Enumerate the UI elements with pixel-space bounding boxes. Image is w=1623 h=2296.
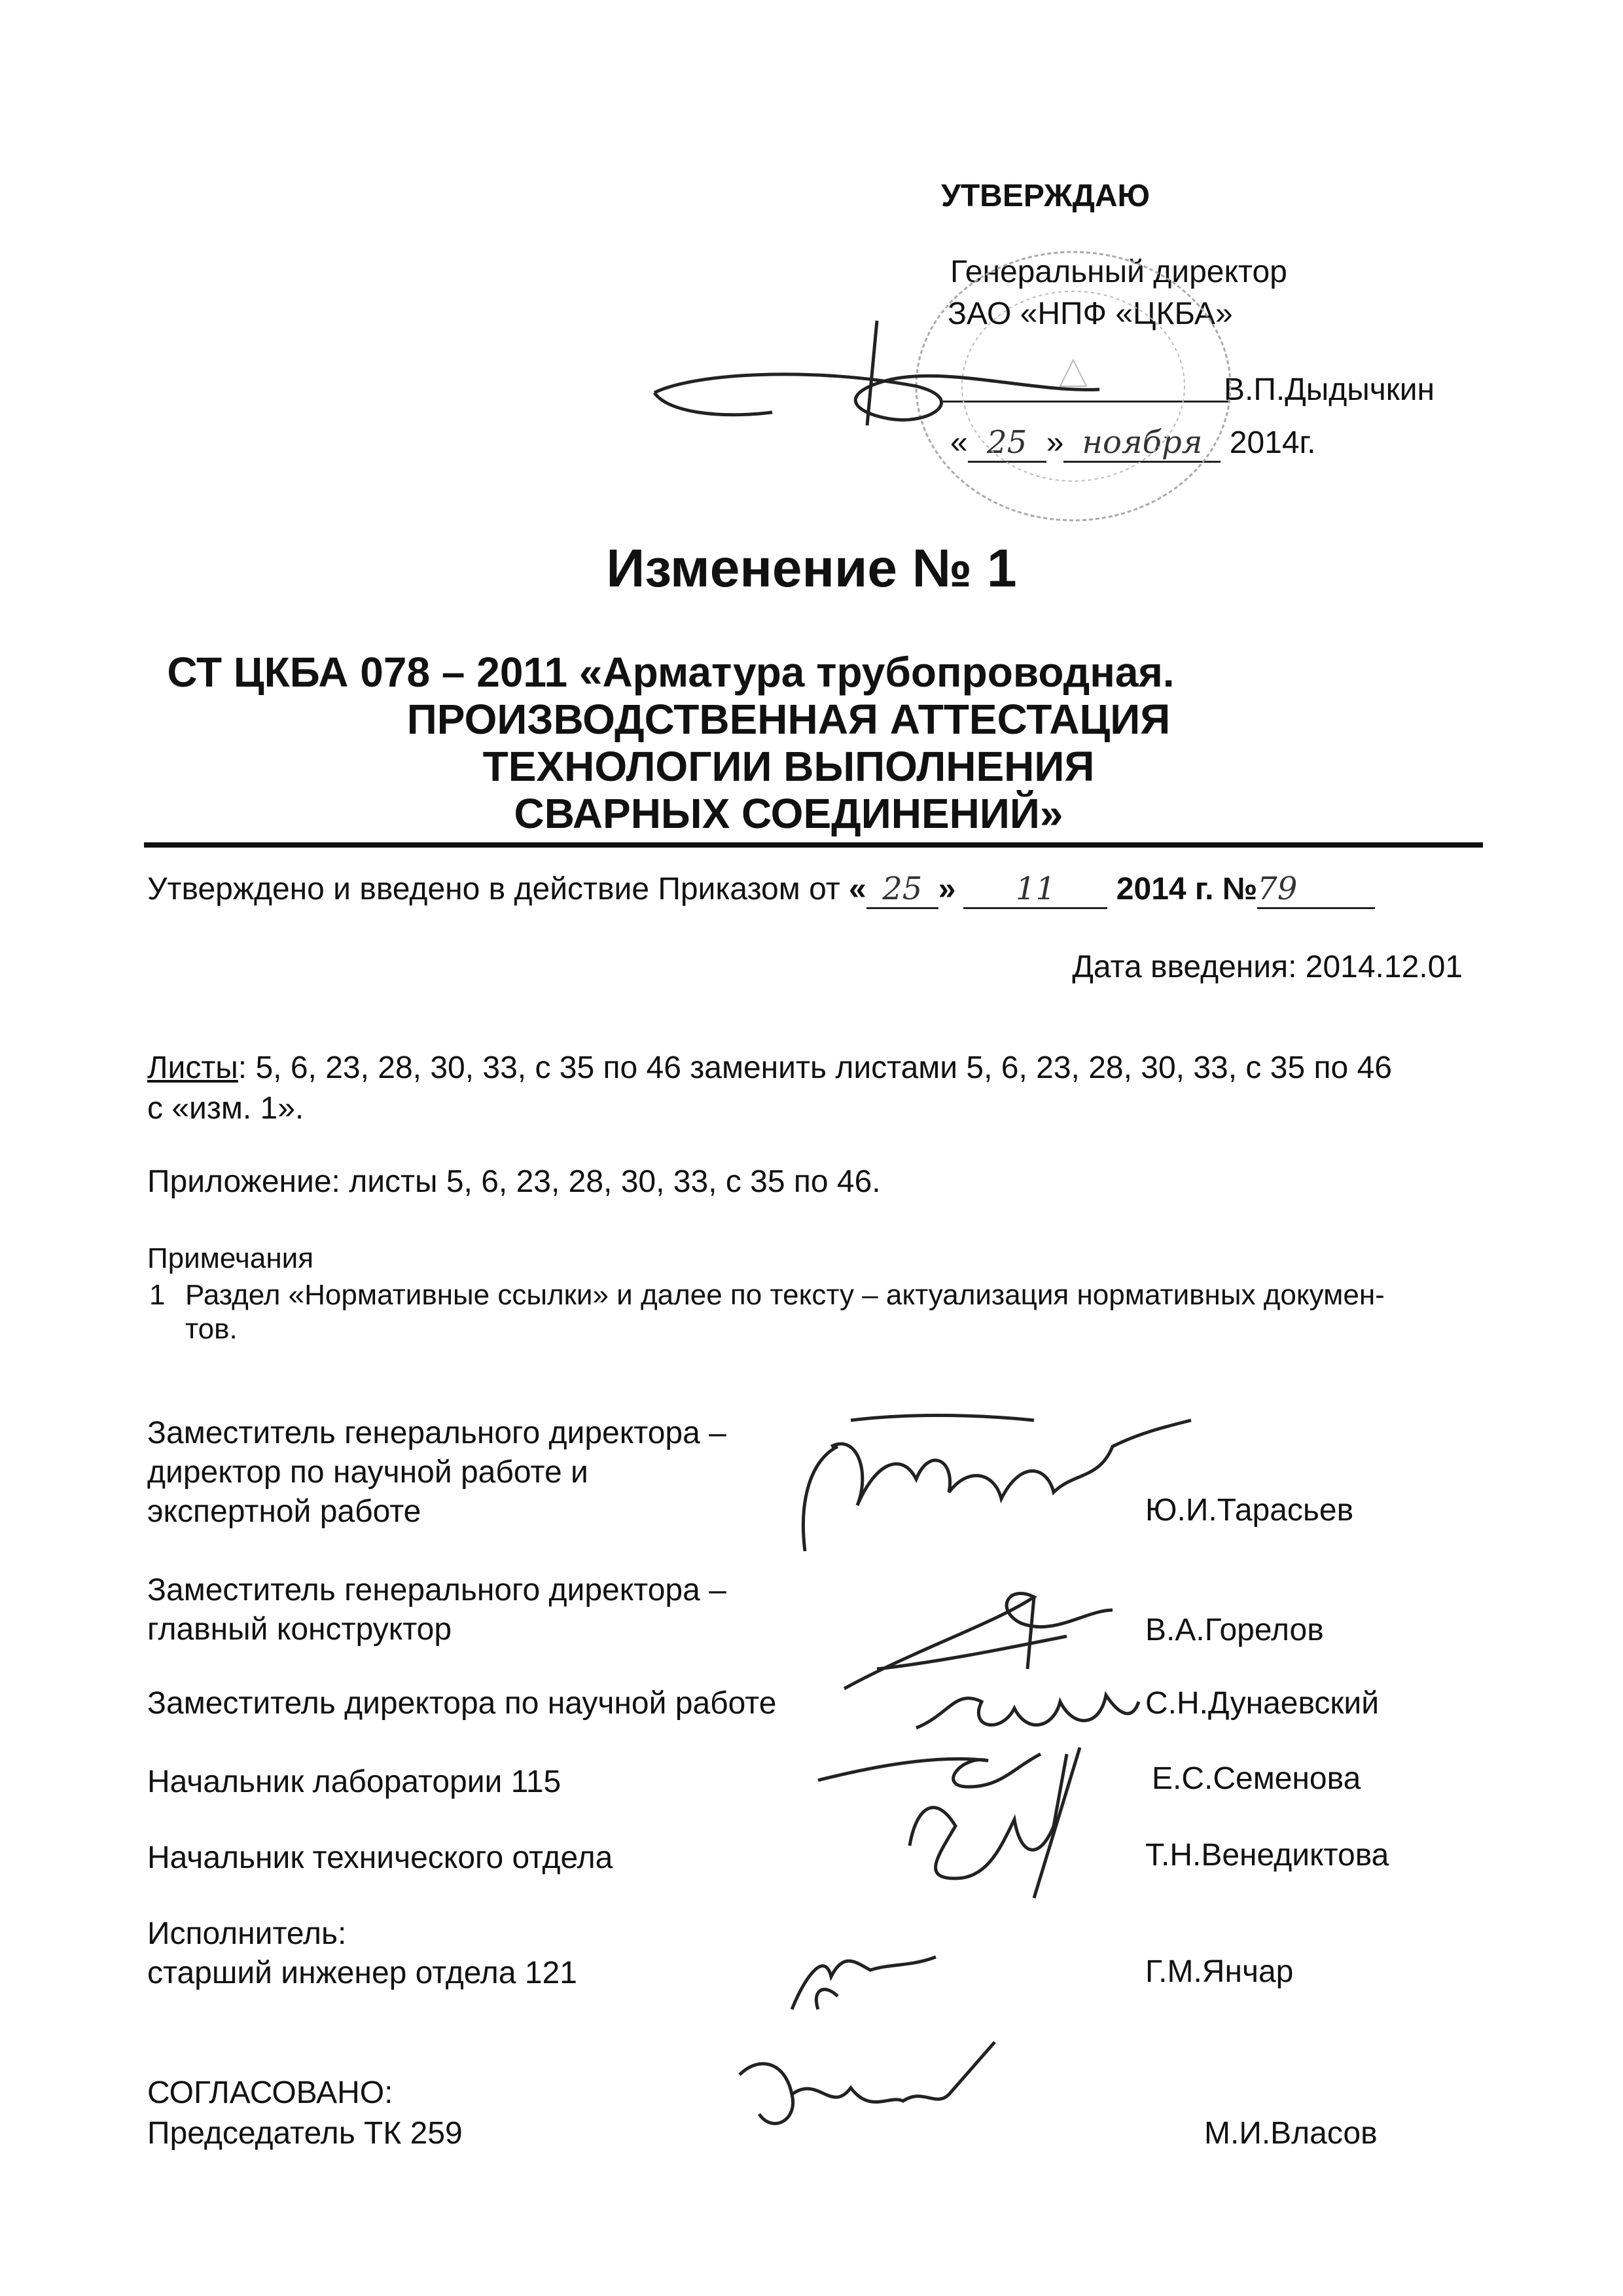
order-year: 2014 г. № [1116, 872, 1258, 906]
signatory-1-position [147, 1414, 726, 1532]
approval-date-month: ноября [1063, 424, 1221, 463]
signatory-2-position [147, 1571, 726, 1649]
notes-heading: Примечания [147, 1242, 314, 1274]
signatory-3-name: С.Н.Дунаевский [1145, 1686, 1380, 1721]
signature-tarasyev [772, 1407, 1191, 1577]
order-day: 25 [866, 870, 938, 909]
signatory-1-line: Заместитель генерального директора – [147, 1416, 726, 1450]
note-text-line2: тов. [185, 1313, 238, 1345]
order-prefix: Утверждено и введено в действие Приказом от [147, 872, 840, 906]
note-number: 1 [149, 1279, 166, 1311]
signatory-5-position: Начальник технического отдела [147, 1840, 613, 1875]
order-line [147, 870, 1375, 909]
standard-line2: ПРОИЗВОДСТВЕННАЯ АТТЕСТАЦИЯ [406, 696, 1171, 743]
signatory-6-line: Исполнитель: [147, 1916, 347, 1951]
signatory-5-name: Т.Н.Венедиктова [1145, 1838, 1389, 1873]
order-month: 11 [963, 870, 1107, 909]
signatory-6-line: старший инженер отдела 121 [147, 1956, 577, 1990]
signatory-2-name: В.А.Горелов [1145, 1613, 1324, 1647]
signatory-1-name: Ю.И.Тарасьев [1145, 1493, 1354, 1528]
signatory-6-position [147, 1914, 577, 1993]
signature-semenova-venediktova [805, 1728, 1119, 1924]
approval-heading: УТВЕРЖДАЮ [941, 179, 1150, 213]
standard-line4: СВАРНЫХ СОЕДИНЕНИЙ» [514, 790, 1063, 837]
approval-name: В.П.Дыдычкин [1224, 372, 1435, 407]
title-rule [144, 842, 1483, 848]
director-signature [641, 314, 1099, 458]
intro-date: Дата введения: 2014.12.01 [1072, 950, 1463, 984]
signatory-2-line: Заместитель генерального директора – [147, 1573, 726, 1607]
signatory-4-position: Начальник лаборатории 115 [147, 1765, 562, 1799]
signatory-4-name: Е.С.Семенова [1152, 1761, 1361, 1796]
approval-date-close: » [1046, 425, 1064, 460]
order-open: « [849, 872, 866, 906]
signature-vlasov [733, 2036, 1008, 2147]
standard-line1: СТ ЦКБА 078 – 2011 «Арматура трубопроводная. [167, 649, 1175, 696]
signatory-6-name: Г.М.Янчар [1145, 1954, 1294, 1989]
order-number: 79 [1257, 870, 1375, 909]
signatory-2-line: главный конструктор [147, 1612, 452, 1647]
page-title: Изменение № 1 [606, 539, 1017, 598]
standard-line3: ТЕХНОЛОГИИ ВЫПОЛНЕНИЯ [482, 743, 1095, 790]
approval-date-day: 25 [968, 424, 1046, 463]
signatory-1-line: директор по научной работе и [147, 1455, 588, 1490]
approval-date-open: « [950, 425, 968, 460]
signatory-1-line: экспертной работе [147, 1494, 421, 1529]
sheets-line2: с «изм. 1». [147, 1091, 304, 1126]
sheets-label: Листы [147, 1050, 238, 1085]
agreed-name: М.И.Власов [1204, 2116, 1378, 2151]
approval-position-line2: ЗАО «НПФ «ЦКБА» [948, 296, 1233, 331]
sheets-line1 [147, 1050, 1392, 1086]
agreed-position: Председатель ТК 259 [147, 2116, 463, 2151]
agreed-heading: СОГЛАСОВАНО: [147, 2075, 393, 2110]
appendix: Приложение: листы 5, 6, 23, 28, 30, 33, с 35 по 46. [147, 1164, 881, 1199]
note-text-line1: Раздел «Нормативные ссылки» и далее по тексту – актуализация нормативных докумен- [185, 1279, 1385, 1311]
approval-date-year: 2014г. [1229, 425, 1316, 460]
order-close: » [938, 872, 956, 906]
approval-position-line1: Генеральный директор [950, 255, 1287, 289]
signatory-3-position: Заместитель директора по научной работе [147, 1686, 777, 1721]
sheets-text: : 5, 6, 23, 28, 30, 33, с 35 по 46 заменить листами 5, 6, 23, 28, 30, 33, с 35 по 46 [238, 1050, 1392, 1085]
signature-yanchar [779, 1911, 949, 2016]
